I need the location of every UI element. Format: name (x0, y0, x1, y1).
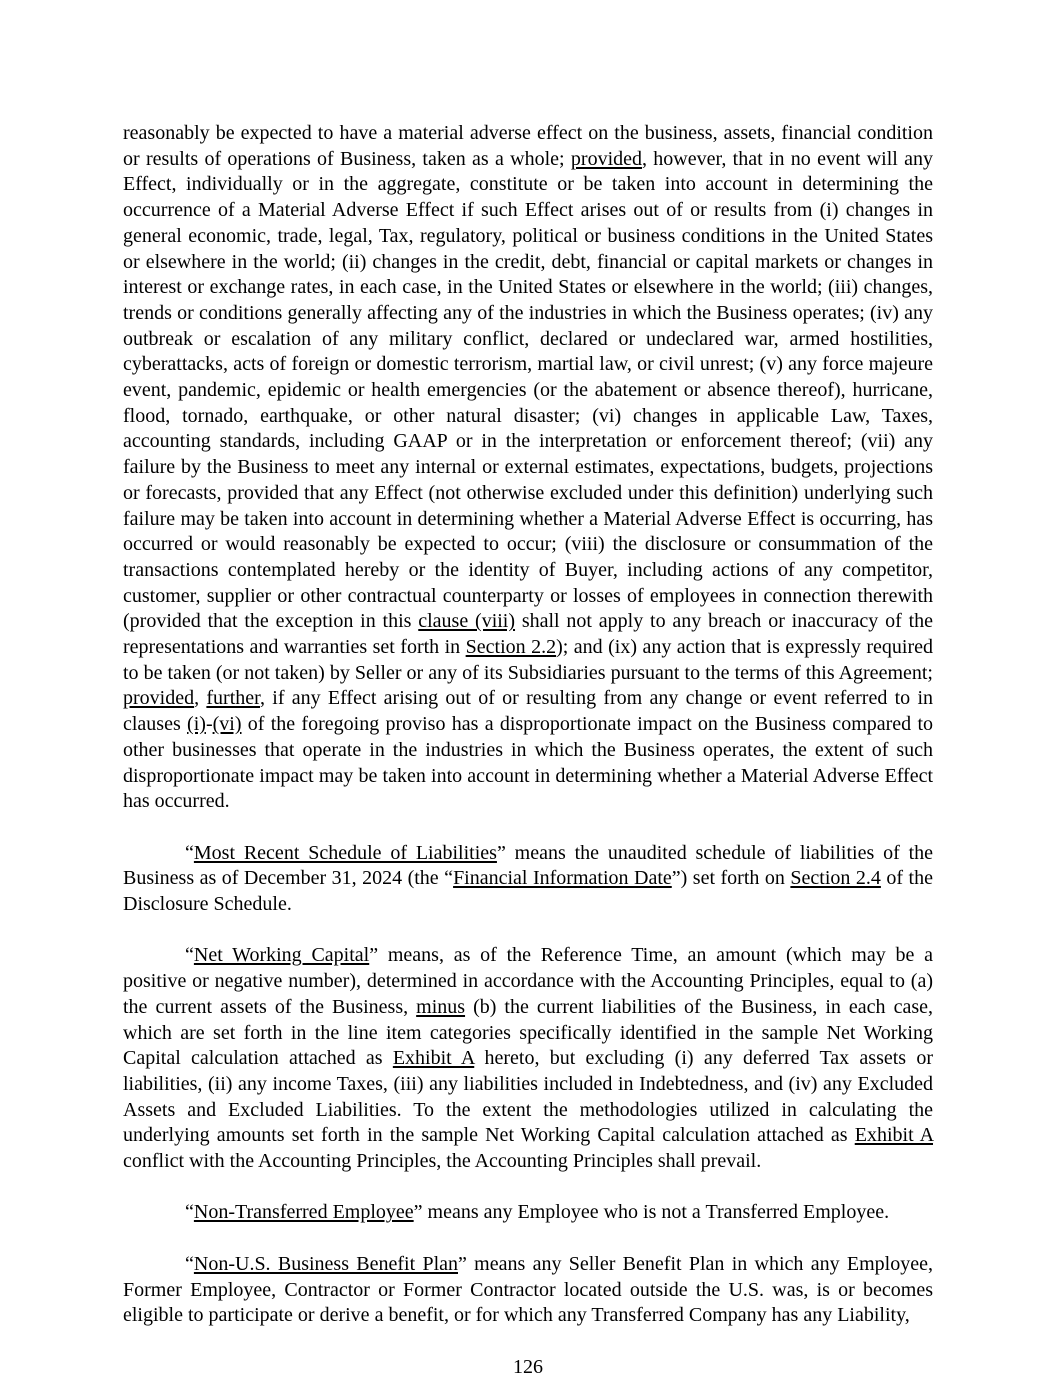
text-run: conflict with the Accounting Principles, the Accounting Principles shall prevail. (123, 1150, 762, 1173)
text-run: , however, that in no event will any Effect, individually or in the aggregate, constitute or be taken into account in determining the occurrence of a Material Adverse Effect if such Effect arises out of or results from (i) changes in general economic, trade, legal, Tax, regulatory, political or business conditions in the United States or elsewhere in the world; (ii) changes in the credit, debt, financial or capital markets or changes in interest or exchange rates, in each case, in the United States or elsewhere in the world; (iii) changes, trends or conditions generally affecting any of the industries in which the Business operates; (iv) any outbreak or escalation of any military conflict, declared or undeclared war, armed hostilities, cyberattacks, acts of foreign or domestic terrorism, martial law, or civil unrest; (v) any force majeure event, pandemic, epidemic or health emergencies (or the abatement or absence thereof), hurricane, flood, tornado, earthquake, or other natural disaster; (vi) changes in applicable Law, Taxes, accounting standards, including GAAP or in the interpretation or enforcement thereof; (vii) any failure by the Business to meet any internal or external estimates, expectations, budgets, projections or forecasts, provided that any Effect (not otherwise excluded under this definition) underlying such failure may be taken into account in determining whether a Material Adverse Effect is occurring, has occurred or would reasonably be expected to occur; (viii) the disclosure or consummation of the transactions contemplated hereby or the identity of Buyer, including actions of any competitor, customer, supplier or other contractual counterparty or losses of employees in connection therewith (provided that the exception in this (123, 147, 933, 633)
text-run: , (194, 687, 207, 710)
text-run: ” means any Seller Benefit Plan in which any Employee, Former Employee, Contractor or Former Contractor located outside the U.S. was, is or becomes eligible to participate or derive a benefit, or for which any Transferred Company has any Liability, (123, 1252, 933, 1327)
text-run: ” means, as of the Reference Time, an amount (which may be a positive or negative number), determined in accordance with the Accounting Principles, equal to (a) the current assets of the Business, (123, 944, 933, 1018)
underlined-term: Section 2.4 (790, 867, 881, 890)
underlined-term: Exhibit A (392, 1047, 475, 1070)
text-run: - (205, 713, 213, 736)
text-run: ” means the unaudited schedule of liabilities of the Business as of December 31, 2024 (the “ (123, 841, 934, 890)
paragraph-material-adverse-effect-continuation (123, 121, 933, 815)
underlined-term: (vi) (212, 713, 242, 736)
underlined-term: provided (123, 687, 195, 710)
text-run: ” means any Employee who is not a Transferred Employee. (413, 1201, 890, 1224)
text-run: (b) the current liabilities of the Business, in each case, which are set forth in the line item categories specifically identified in the sample Net Working Capital calculation attached as (123, 995, 933, 1070)
text-run: “ (185, 1252, 194, 1275)
underlined-term: Non-Transferred Employee (193, 1201, 414, 1224)
text-run: “ (185, 1201, 194, 1224)
underlined-term: Net Working Capital (193, 944, 370, 967)
underlined-term: clause (viii) (418, 610, 516, 633)
underlined-term: further (206, 687, 260, 710)
underlined-term: (i) (187, 713, 206, 736)
page-number: 126 (513, 1355, 543, 1378)
text-run: “ (185, 841, 194, 864)
underlined-term: Section 2.2 (465, 636, 557, 659)
text-run: reasonably be expected to have a material adverse effect on the business, assets, financial condition or results of operations of Business, taken as a whole; (123, 122, 933, 170)
text-run: shall not apply to any breach or inaccuracy of the representations and warranties set forth in (123, 610, 933, 659)
text-run: , if any Effect arising out of or resulting from any change or event referred to in clauses (123, 687, 934, 736)
paragraph-non-us-business-benefit-plan (123, 1252, 933, 1329)
underlined-term: provided (570, 147, 642, 170)
underlined-term: Non-U.S. Business Benefit Plan (193, 1252, 458, 1275)
paragraph-net-working-capital (123, 943, 933, 1174)
text-run: ”) set forth on (671, 867, 791, 890)
text-run: of the foregoing proviso has a disproportionate impact on the Business compared to other businesses that operate in the industries in which the Business operates, the extent of such disproportionate impact may be taken into account in determining whether a Material Adverse Effect has occurred. (123, 713, 933, 813)
text-run: of the Disclosure Schedule. (123, 867, 933, 916)
underlined-term: Exhibit A (854, 1124, 933, 1147)
underlined-term: Financial Information Date (453, 867, 672, 890)
paragraph-non-transferred-employee (123, 1200, 933, 1226)
text-run: hereto, but excluding (i) any deferred Tax assets or liabilities, (ii) any income Taxes, (iii) any liabilities included in Indebtedness, and (iv) any Excluded Assets and Excluded Liabilities. To the extent the methodologies utilized in calculating the underlying amounts set forth in the sample Net Working Capital calculation attached as (123, 1047, 934, 1147)
page-content (123, 121, 933, 1380)
text-run: “ (185, 944, 194, 967)
text-run: ); and (ix) any action that is expressly required to be taken (or not taken) by Seller or any of its Subsidiaries pursuant to the terms of this Agreement; (123, 636, 933, 684)
underlined-term: minus (416, 995, 466, 1018)
paragraph-most-recent-schedule-of-liabilities (123, 841, 933, 918)
underlined-term: Most Recent Schedule of Liabilities (193, 841, 497, 864)
